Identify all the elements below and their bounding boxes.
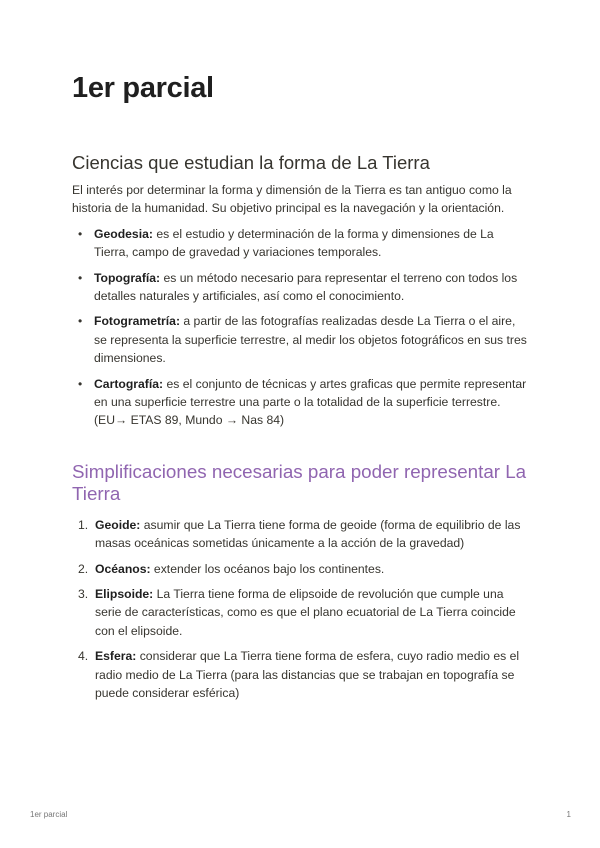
- list-item: [72, 375, 530, 430]
- numbered-list: [72, 516, 530, 703]
- list-term: Geoide:: [95, 517, 141, 532]
- section-intro: El interés por determinar la forma y dimensión de la Tierra es tan antiguo como la historia de la humanidad. Su objetivo principal es la navegación y la orientación.: [72, 183, 512, 216]
- list-text: La Tierra tiene forma de elipsoide de revolución que cumple una serie de características, como es que el plano ecuatorial de La Tierra coincide con el elipsoide.: [95, 587, 516, 638]
- list-item: [72, 647, 530, 702]
- list-number: 4.: [78, 649, 89, 664]
- bullet-list: [72, 225, 530, 430]
- list-item: [72, 269, 530, 306]
- list-text: a partir de las fotografías realizadas desde La Tierra o el aire, se representa la superficie terrestre, al medir los objetos fotográficos en sus tres dimensiones.: [94, 314, 527, 366]
- list-text: es el conjunto de técnicas y artes graficas que permite representar en una superficie terrestre una parte o la totalidad de la superficie terrestre. (EU→ ETAS 89, Mundo → Nas 84): [94, 376, 527, 428]
- list-number: 1.: [78, 517, 89, 532]
- list-item: [72, 516, 530, 553]
- footer-title: 1er parcial: [30, 810, 68, 819]
- list-term: Elipsoide:: [95, 587, 154, 602]
- list-item: [72, 560, 530, 578]
- list-item: [72, 225, 530, 262]
- list-term: Cartografía:: [94, 376, 164, 391]
- list-item: [72, 585, 530, 640]
- list-term: Fotogrametría:: [94, 314, 180, 329]
- list-text: extender los océanos bajo los continentes.: [150, 561, 385, 576]
- section-simplificaciones: [72, 461, 530, 702]
- list-term: Océanos:: [95, 561, 151, 576]
- page-title: 1er parcial: [72, 72, 214, 104]
- list-number: 3.: [78, 587, 89, 602]
- list-term: Esfera:: [95, 649, 137, 664]
- list-text: asumir que La Tierra tiene forma de geoide (forma de equilibrio de las masas oceánicas sometidas únicamente a la acción de la gravedad): [95, 517, 521, 551]
- section-heading: Simplificaciones necesarias para poder representar La Tierra: [72, 461, 527, 505]
- list-text: es el estudio y determinación de la forma y dimensiones de La Tierra, campo de gravedad y variaciones temporales.: [94, 226, 494, 260]
- section-heading: Ciencias que estudian la forma de La Tierra: [72, 152, 430, 173]
- list-text: es un método necesario para representar el terreno con todos los detalles naturales y artificiales, así como el conocimiento.: [94, 270, 518, 304]
- list-term: Geodesia:: [94, 226, 153, 241]
- list-number: 2.: [78, 561, 89, 576]
- list-item: [72, 312, 530, 367]
- section-ciencias: [72, 152, 530, 430]
- list-text: considerar que La Tierra tiene forma de esfera, cuyo radio medio es el radio medio de La Tierra (para las distancias que se trabajan en topografía se puede considerar esférica): [95, 649, 520, 701]
- footer-page-number: 1: [566, 810, 571, 819]
- list-term: Topografía:: [94, 270, 161, 285]
